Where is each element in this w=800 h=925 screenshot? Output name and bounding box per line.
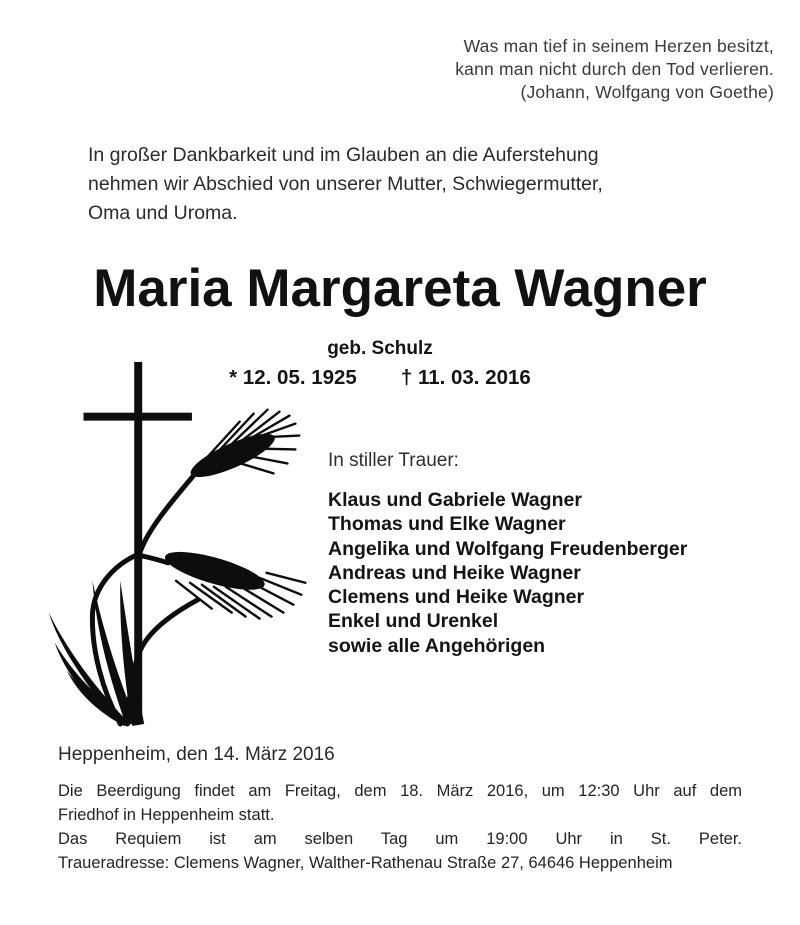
deceased-name: Maria Margareta Wagner bbox=[93, 259, 707, 318]
wheat-stem bbox=[138, 555, 168, 563]
funeral-details-line: Traueradresse: Clemens Wagner, Walther-Rathenau Straße 27, 64646 Heppenheim bbox=[58, 854, 673, 872]
mourner-name: sowie alle Angehörigen bbox=[328, 634, 546, 657]
wheat-awn bbox=[234, 461, 274, 473]
quote-attribution: (Johann, Wolfgang von Goethe) bbox=[520, 82, 774, 102]
mourner-name: Clemens und Heike Wagner bbox=[328, 586, 585, 609]
intro-line: In großer Dankbarkeit und im Glauben an die Auferstehung bbox=[88, 144, 599, 166]
cross-horizontal-bar bbox=[84, 413, 192, 421]
death-date: † 11. 03. 2016 bbox=[400, 366, 531, 389]
cross-with-wheat-svg bbox=[40, 352, 320, 730]
lower-wheat-ear bbox=[162, 544, 269, 597]
quote-line: Was man tief in seinem Herzen besitzt, bbox=[463, 36, 774, 56]
wheat-awn bbox=[267, 573, 306, 583]
mourner-name: Thomas und Elke Wagner bbox=[328, 513, 566, 536]
intro-line: Oma und Uroma. bbox=[88, 202, 238, 224]
wheat-awn bbox=[254, 448, 296, 449]
intro-line: nehmen wir Abschied von unserer Mutter, Schwiegermutter, bbox=[88, 173, 603, 195]
wheat-stem bbox=[139, 476, 193, 555]
mourner-name: Angelika und Wolfgang Freudenberger bbox=[328, 537, 688, 560]
wheat-awn bbox=[250, 582, 294, 605]
funeral-details-line: Die Beerdigung findet am Freitag, dem 18. März 2016, um 12:30 Uhr auf dem bbox=[58, 782, 742, 800]
mourner-name: Klaus und Gabriele Wagner bbox=[328, 489, 582, 511]
funeral-details-line: Friedhof in Heppenheim statt. bbox=[58, 806, 275, 824]
mourning-label: In stiller Trauer: bbox=[328, 450, 459, 471]
city-date-line: Heppenheim, den 14. März 2016 bbox=[58, 744, 335, 765]
wheat-awn bbox=[202, 585, 246, 617]
birth-date: * 12. 05. 1925 bbox=[229, 366, 357, 389]
mourner-name: Enkel und Urenkel bbox=[328, 610, 499, 633]
funeral-details-line: Das Requiem ist am selben Tag um 19:00 Uhr in St. Peter. bbox=[58, 830, 742, 848]
wheat-awn bbox=[214, 587, 260, 619]
maiden-name: geb. Schulz bbox=[327, 338, 433, 359]
memorial-quote bbox=[455, 35, 774, 104]
funeral-details bbox=[58, 779, 742, 875]
wheat-awn bbox=[246, 455, 288, 463]
intro-paragraph bbox=[88, 141, 648, 228]
mourner-name: Andreas und Heike Wagner bbox=[328, 561, 581, 584]
quote-line: kann man nicht durch den Tod verlieren. bbox=[455, 59, 774, 79]
cross-with-wheat-illustration bbox=[40, 352, 320, 730]
mourning-section bbox=[328, 450, 748, 658]
